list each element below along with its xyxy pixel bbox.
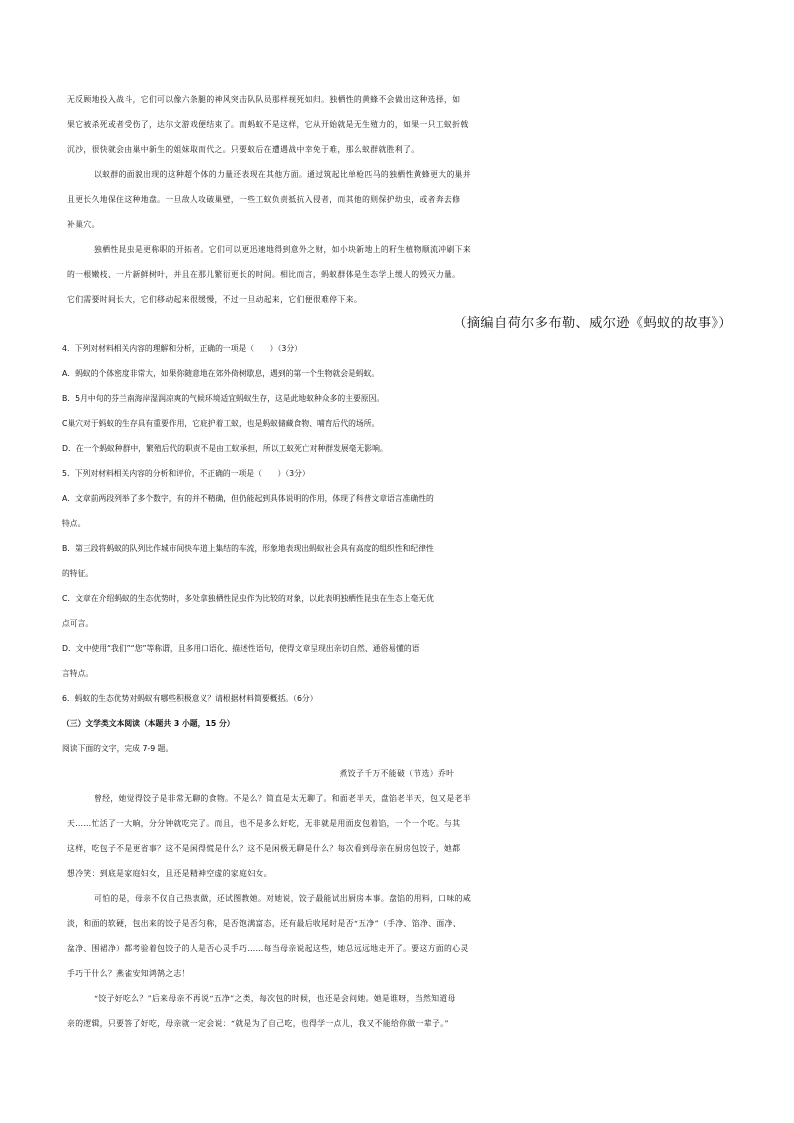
passage-line: 的一根嫩枝、一片新鲜树叶，并且在那儿繁衍更长的时间。相比而言，蚂蚁群体是生态学上缓人的毁灭力量。	[67, 270, 461, 279]
section-3-instruction: 阅读下面的文字，完成 7-9 题。	[62, 744, 174, 753]
question-5-option-b-cont: 的特征。	[62, 569, 94, 578]
question-5-option-b: B．第三段将蚂蚁的队列比作城市间快车道上集结的车流，形象地表现出蚂蚁社会具有高度的组织性和纪律性	[62, 544, 434, 553]
question-4-option-d: D．在一个蚂蚁种群中，繁殖后代的职责不是由工蚁承担，所以工蚁死亡对种群发展毫无影响。	[62, 444, 388, 453]
story-line: 可怕的是，母亲不仅自己热衷做，还试图教她。对她说，饺子最能试出厨房本事。盘馅的用料，口味的咸	[94, 894, 472, 903]
question-5-option-a: A．文章前两段列举了多个数字，有的并不精确，但仍能起到具体说明的作用，体现了科普文章语言准确性的	[62, 494, 434, 503]
section-3-heading: （三）文学类文本阅读（本题共 3 小题，15 分）	[62, 719, 235, 728]
story-line: 手巧干什么？燕雀安知鸿鹄之志！	[67, 969, 190, 978]
passage-line: 果它被杀死或者受伤了，达尔文游戏便结束了。而蚂蚁不是这样，它从开始就是无生殖力的，如果一只工蚁折戟	[67, 120, 469, 129]
story-line: 天……忙活了一大晌，分分钟就吃完了。而且，也不是多么好吃，无非就是用面皮包着馅，一个一个吃。与其	[67, 819, 461, 828]
question-4-stem: 4．下列对材料相关内容的理解和分析，正确的一项是（ ）（3分）	[62, 344, 302, 353]
story-line: 这样，吃包子不是更省事？这不是闲得慌是什么？这不是闲极无聊是什么？每次看到母亲在厨房包饺子，她都	[67, 844, 461, 853]
passage-source: （摘编自荷尔多布勒、威尔逊《蚂蚁的故事》）	[453, 316, 732, 331]
question-5-option-d: D．文中使用“我们”“您”等称谓，且多用口语化、描述性语句，使得文章呈现出亲切自然、通俗易懂的语	[62, 644, 420, 653]
passage-line: 独栖性昆虫是更称职的开拓者。它们可以更迅速地得到意外之财，如小块新地上的籽生植物顺流冲刷下来	[94, 245, 472, 254]
passage-line: 它们需要时间长大，它们移动起来很缓慢，不过一旦动起来，它们便很难停下来。	[67, 295, 363, 304]
question-5-stem: 5．下列对材料相关内容的分析和评价，不正确的一项是（ ）（3分）	[62, 469, 310, 478]
question-4-option-a: A．蚂蚁的个体密度非常大，如果你随意地在郊外倚树歇息，遇到的第一个生物就会是蚂蚁。	[62, 369, 380, 378]
question-5-option-d-cont: 言特点。	[62, 669, 94, 678]
question-5-option-c-cont: 点可言。	[62, 619, 94, 628]
question-6-stem: 6．蚂蚁的生态优势对蚂蚁有哪些积极意义？请根据材料简要概括。（6分）	[62, 694, 318, 703]
passage-line: 无反顾地投入战斗，它们可以像六条腿的神风突击队队员那样视死如归。独栖性的黄蜂不会做出这种选择，如	[67, 95, 461, 104]
story-line: 淡，和面的软硬，包出来的饺子是否匀称，是否饱满富态，还有最后收尾时是否“五净”（手净、馅净、面净、	[67, 919, 462, 928]
question-4-option-c: C巢穴对于蚂蚁的生存具有重要作用，它庇护着工蚁，也是蚂蚁储藏食物、哺育后代的场所。	[62, 419, 380, 428]
passage-line: 沉沙，很快就会由巢中新生的姐妹取而代之。只要蚁后在遭遇战中幸免于难，那么蚁群就胜利了。	[67, 145, 420, 154]
question-5-option-c: C．文章在介绍蚂蚁的生态优势时，多处拿独栖性昆虫作为比较的对象，以此表明独栖性昆虫在生态上毫无优	[62, 594, 434, 603]
story-line: “饺子好吃么？”后来母亲不再说“五净”之类，每次包的时候，也还是会问她。她是谁呀，当然知道母	[94, 994, 456, 1003]
story-title: 煮饺子千万不能破（节选）乔叶	[339, 769, 455, 778]
passage-line: 补巢穴。	[67, 220, 100, 229]
story-line: 盆净、围裙净）都考验着包饺子的人是否心灵手巧……每当母亲说起这些，她总远远地走开了。要这方面的心灵	[67, 944, 469, 953]
question-5-option-a-cont: 特点。	[62, 519, 86, 528]
story-line: 想冷笑：到底是家庭妇女，且还是精神空虚的家庭妇女。	[67, 869, 272, 878]
story-line: 曾经，她觉得饺子是非常无聊的食物。不是么？简直是太无聊了。和面老半天，盘馅老半天，包又是老半	[94, 794, 472, 803]
story-line: 亲的逻辑，只要答了好吃，母亲就一定会说：“就是为了自己吃，也得学一点儿，我又不能给你做一辈子。”	[67, 1019, 449, 1028]
question-4-option-b: B．5月中旬的芬兰南海岸湿润凉爽的气候环境适宜蚂蚁生存，这是此地蚁种众多的主要原因。	[62, 394, 385, 403]
passage-line: 以蚁群的面貌出现的这种超个体的力量还表现在其他方面。通过筑起比单枪匹马的独栖性黄蜂更大的巢并	[94, 170, 472, 179]
passage-line: 且更长久地保住这种地盘。一旦敌人攻破巢壁，一些工蚁负责抵抗入侵者，而其他的则保护幼虫，或者奔去修	[67, 195, 461, 204]
